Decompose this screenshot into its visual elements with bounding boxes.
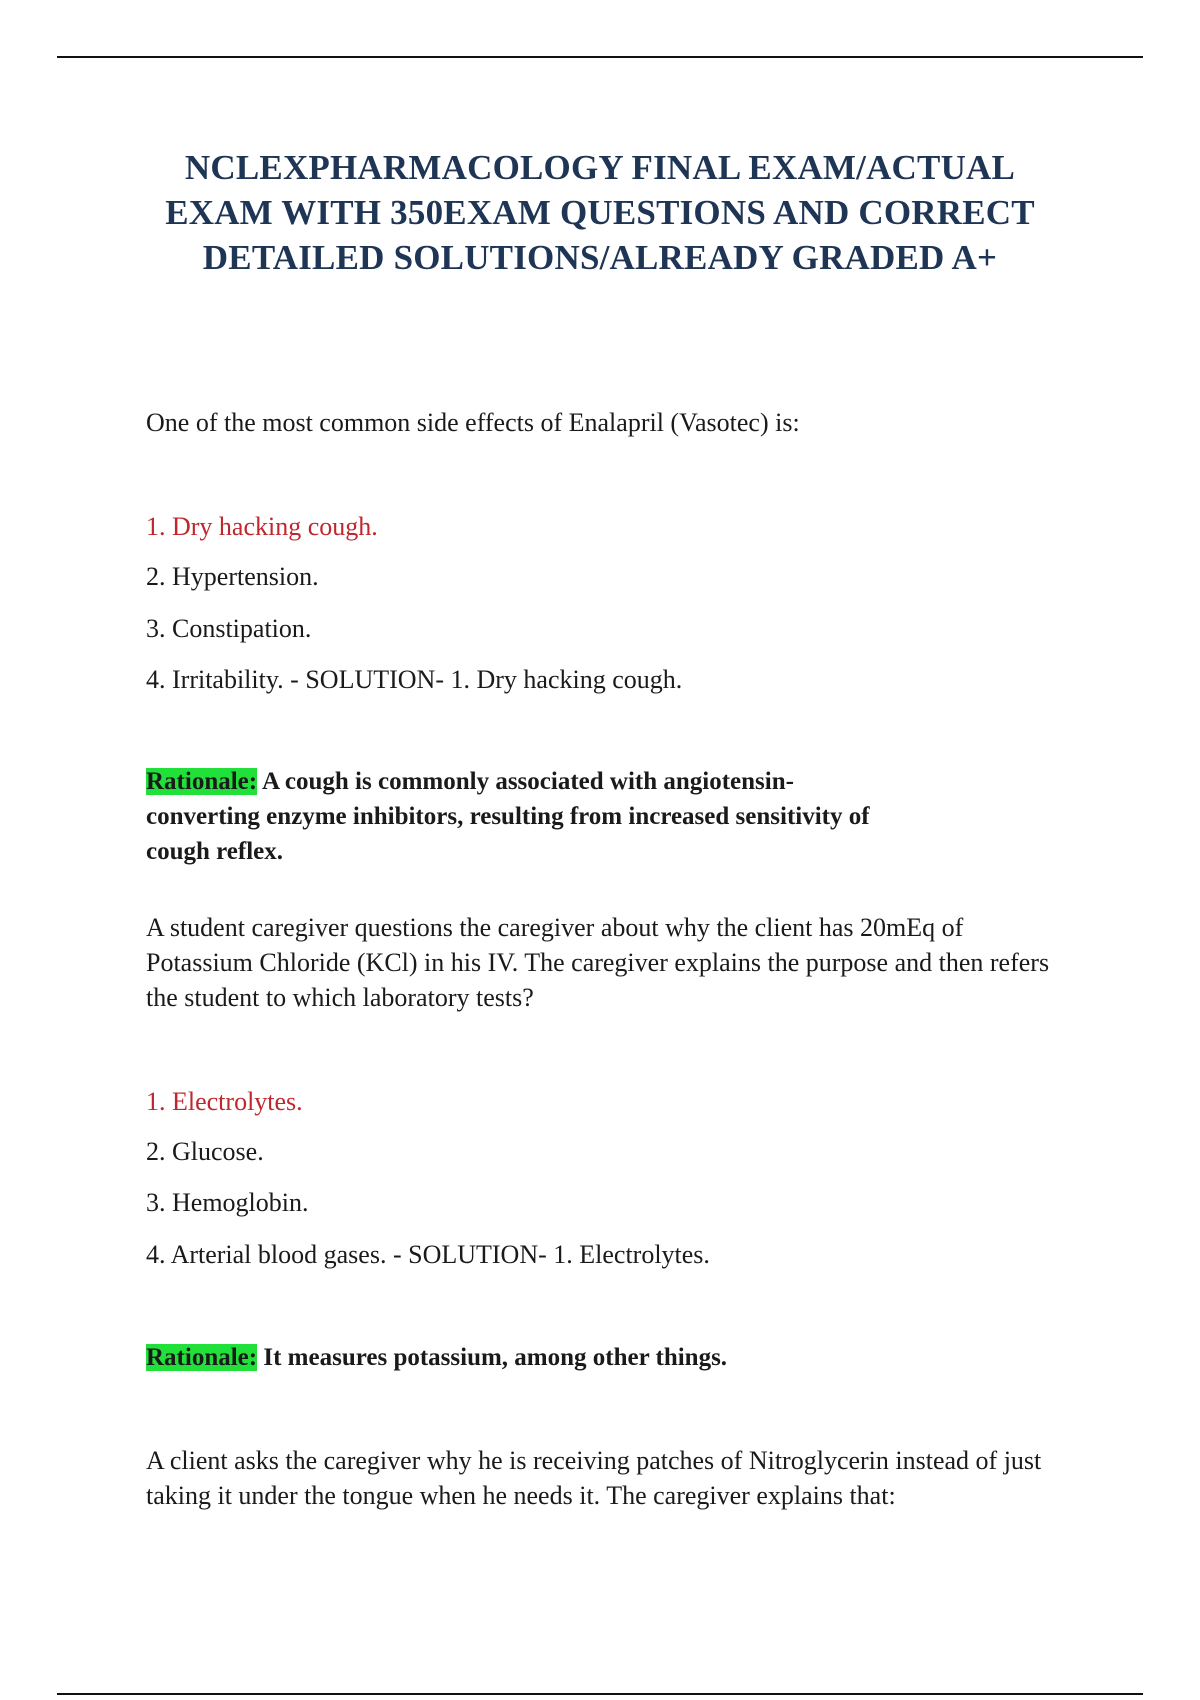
question-2-text <box>146 910 1090 1015</box>
document-title <box>100 145 1100 280</box>
title-line: DETAILED SOLUTIONS/ALREADY GRADED A+ <box>202 238 998 277</box>
question-1-option-2: 2. Hypertension. <box>146 562 319 591</box>
top-rule <box>57 56 1143 58</box>
question-line: Potassium Chloride (KCl) in his IV. The caregiver explains the purpose and then refers <box>146 948 1050 977</box>
question-2-option-2: 2. Glucose. <box>146 1137 264 1166</box>
question-2-option-4: 4. Arterial blood gases. - SOLUTION- 1. Electrolytes. <box>146 1240 710 1269</box>
question-2-option-1-correct: 1. Electrolytes. <box>146 1087 303 1116</box>
question-line: A client asks the caregiver why he is receiving patches of Nitroglycerin instead of just <box>146 1446 1042 1475</box>
rationale-text: converting enzyme inhibitors, resulting from increased sensitivity of <box>146 803 870 830</box>
rationale-text: A cough is commonly associated with angiotensin- <box>257 768 794 795</box>
rationale-text: It measures potassium, among other things. <box>257 1344 728 1371</box>
question-1-text: One of the most common side effects of Enalapril (Vasotec) is: <box>146 408 800 437</box>
title-line: NCLEXPHARMACOLOGY FINAL EXAM/ACTUAL <box>184 148 1016 187</box>
question-2-option-3: 3. Hemoglobin. <box>146 1188 309 1217</box>
question-1-option-3: 3. Constipation. <box>146 614 312 643</box>
question-1-option-1-correct: 1. Dry hacking cough. <box>146 512 378 541</box>
bottom-rule <box>57 1693 1143 1695</box>
title-line: EXAM WITH 350EXAM QUESTIONS AND CORRECT <box>165 193 1035 232</box>
question-3-text <box>146 1443 1090 1513</box>
question-line: the student to which laboratory tests? <box>146 983 534 1012</box>
rationale-text: cough reflex. <box>146 838 284 865</box>
question-1-rationale <box>146 764 1090 869</box>
question-1-option-4: 4. Irritability. - SOLUTION- 1. Dry hacking cough. <box>146 665 683 694</box>
rationale-label: Rationale: <box>146 768 258 795</box>
question-2-rationale <box>146 1340 1090 1375</box>
rationale-label: Rationale: <box>146 1344 258 1371</box>
question-line: A student caregiver questions the caregiver about why the client has 20mEq of <box>146 913 964 942</box>
question-line: taking it under the tongue when he needs it. The caregiver explains that: <box>146 1481 896 1510</box>
